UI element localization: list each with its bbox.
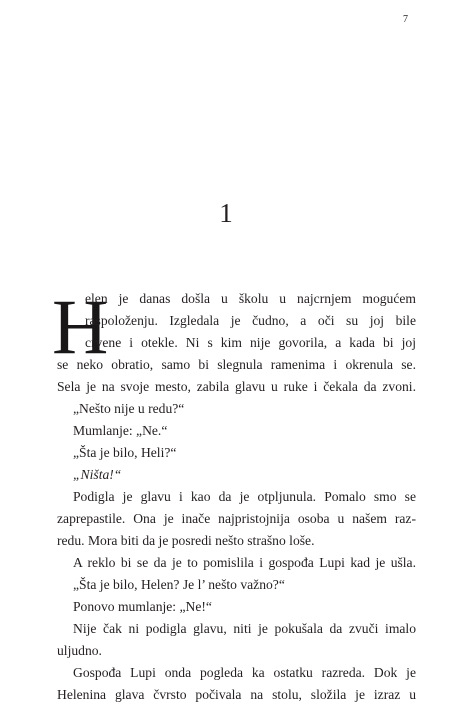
body-text <box>57 288 416 706</box>
text-line: „Šta je bilo, Heli?“ <box>73 445 177 460</box>
text-line: Helenina glava čvrsto počivala na stolu, složila je izraz u <box>57 687 416 702</box>
text-line: raspoloženju. Izgledala je čudno, a oči su joj bile <box>85 313 416 328</box>
chapter-number: 1 <box>219 198 233 228</box>
text-line <box>57 464 416 486</box>
text-line: Podigla je glavu i kao da je otpljunula. Pomalo smo se <box>73 489 416 504</box>
page-number: 7 <box>403 14 408 25</box>
text-line: Mumlanje: „Ne.“ <box>73 423 168 438</box>
text-line: „Nešto nije u redu?“ <box>73 401 185 416</box>
text-line: elen je danas došla u školu u najcrnjem mogućem <box>85 291 416 306</box>
text-line: Nije čak ni podigla glavu, niti je pokušala da zvuči imalo <box>73 621 416 636</box>
text-line: uljudno. <box>57 643 102 658</box>
text-line: „Šta je bilo, Helen? Je l’ nešto važno?“ <box>73 577 285 592</box>
text-line: zaprepastile. Ona je inače najpristojnija osoba u našem raz- <box>57 511 416 526</box>
text-line: Sela je na svoje mesto, zabila glavu u ruke i čekala da zvoni. <box>57 379 416 394</box>
emphasized-text: „Ništa!“ <box>73 467 122 482</box>
text-line: A reklo bi se da je to pomislila i gospođa Lupi kad je ušla. <box>73 555 416 570</box>
drop-cap: H <box>52 283 109 370</box>
text-line: se neko obratio, samo bi slegnula ramenima i okrenula se. <box>57 357 416 372</box>
text-line: Ponovo mumlanje: „Ne!“ <box>73 599 212 614</box>
text-line: Gospođa Lupi onda pogleda ka ostatku razreda. Dok je <box>73 665 416 680</box>
text-line: crvene i otekle. Ni s kim nije govorila, a kada bi joj <box>85 335 416 350</box>
text-line: redu. Mora biti da je posredi nešto strašno loše. <box>57 533 315 548</box>
